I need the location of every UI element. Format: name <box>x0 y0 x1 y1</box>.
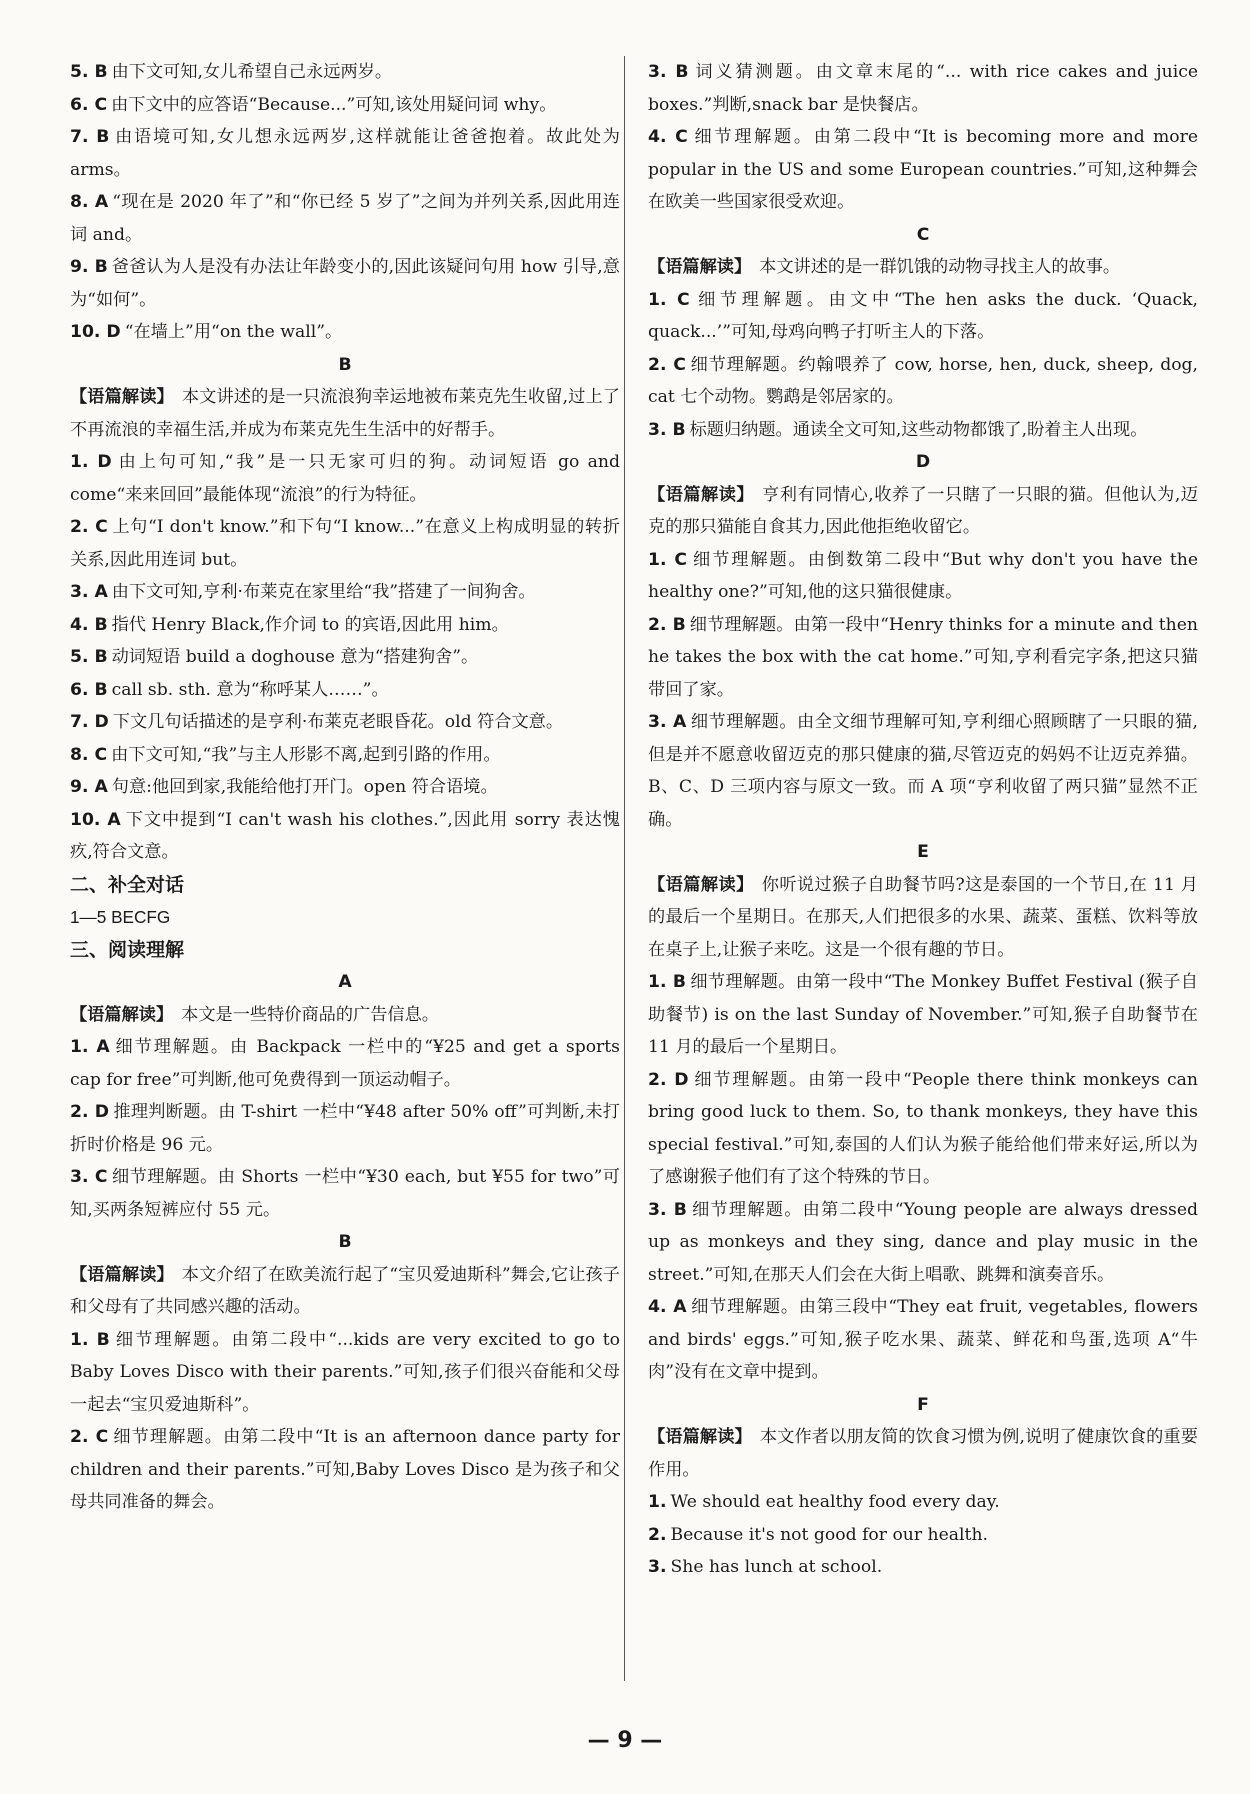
answer-explanation: 词义猜测题。由文章末尾的“... with rice cakes and juice boxes.”判断,snack bar 是快餐店。 <box>648 62 1198 115</box>
question-number: 1. A <box>70 1037 110 1057</box>
passage-intro-tag: 【语篇解读】 <box>70 387 174 407</box>
passage-intro <box>648 251 1198 284</box>
answer-item <box>70 641 620 674</box>
answer-item <box>70 446 620 511</box>
question-number: 1. C <box>648 549 688 570</box>
answer-explanation: 由下文可知,女儿希望自己永远两岁。 <box>111 62 393 82</box>
answer-explanation: 细节理解题。由第二段中“Young people are always dressed up as monkeys and they sing, dance and play music in the street.”可知,在那天人们会在大街上唱歌、跳舞和演奏音乐。 <box>648 1199 1199 1285</box>
question-number: 3. A <box>648 712 687 732</box>
answer-item <box>648 544 1198 609</box>
answer-item <box>648 284 1198 349</box>
answer-item <box>70 674 620 707</box>
answer-explanation: 由下文中的应答语“Because...”可知,该处用疑问词 why。 <box>111 94 557 115</box>
answer-explanation: 细节理解题。由第一段中“The Monkey Buffet Festival (猴子自助餐节) is on the last Sunday of November.”可知,猴子自助餐节在 11 月的最后一个星期日。 <box>648 972 1198 1057</box>
answer-explanation: 细节理解题。由 Shorts 一栏中“¥30 each, but ¥55 for two”可知,买两条短裤应付 55 元。 <box>70 1167 620 1220</box>
question-number: 7. D <box>70 712 109 732</box>
answer-explanation: 由下文可知,“我”与主人形影不离,起到引路的作用。 <box>111 744 501 765</box>
passage-letter: B <box>338 1232 352 1252</box>
answer-item <box>648 1551 1198 1584</box>
answer-explanation: “在墙上”用“on the wall”。 <box>124 322 343 342</box>
answer-explanation: Because it's not good for our health. <box>670 1524 988 1545</box>
answer-item <box>70 1161 620 1226</box>
answer-explanation: 细节理解题。由倒数第二段中“But why don't you have the healthy one?”可知,他的这只猫很健康。 <box>648 549 1198 602</box>
passage-intro <box>648 869 1198 967</box>
answer-item <box>70 771 620 804</box>
passage-intro-text: 本文讲述的是一只流浪狗幸运地被布莱克先生收留,过上了不再流浪的幸福生活,并成为布莱克先生生活中的好帮手。 <box>70 387 620 440</box>
answer-explanation: 上句“I don't know.”和下句“I know...”在意义上构成明显的转折关系,因此用连词 but。 <box>70 517 620 570</box>
answer-explanation: 细节理解题。由第二段中“...kids are very excited to go to Baby Loves Disco with their parents.”可知,孩子们很兴奋能和父母一起去“宝贝爱迪斯科”。 <box>70 1329 620 1415</box>
answer-explanation: 指代 Henry Black,作介词 to 的宾语,因此用 him。 <box>111 614 509 635</box>
answer-item <box>70 804 620 869</box>
passage-intro-text: 本文介绍了在欧美流行起了“宝贝爱迪斯科”舞会,它让孩子和父母有了共同感兴趣的活动。 <box>70 1264 620 1317</box>
question-number: 1. <box>648 1492 667 1512</box>
answer-explanation: call sb. sth. 意为“称呼某人……”。 <box>111 679 389 700</box>
question-number: 2. B <box>648 614 686 635</box>
passage-intro-tag: 【语篇解读】 <box>70 1264 174 1285</box>
answer-item <box>648 1291 1198 1389</box>
question-number: 3. A <box>70 582 108 602</box>
page-number: — 9 — <box>587 1728 663 1753</box>
passage-intro-tag: 【语篇解读】 <box>648 257 752 277</box>
answer-explanation: 细节理解题。由 Backpack 一栏中的“¥25 and get a sports cap for free”可判断,他可免费得到一顶运动帽子。 <box>70 1037 621 1090</box>
answer-item <box>648 121 1198 219</box>
answer-item <box>70 186 620 251</box>
answer-item <box>70 89 620 122</box>
question-number: 6. C <box>70 94 108 115</box>
answer-line: 1—5 BECFG <box>70 907 171 927</box>
answer-item <box>648 1064 1198 1194</box>
answer-item <box>70 1096 620 1161</box>
passage-letter: E <box>917 842 929 862</box>
passage-intro-text: 本文讲述的是一群饥饿的动物寻找主人的故事。 <box>759 257 1121 277</box>
question-number: 3. B <box>648 419 686 440</box>
question-number: 5. B <box>70 647 108 667</box>
answer-explanation: “现在是 2020 年了”和“你已经 5 岁了”之间为并列关系,因此用连词 and。 <box>70 192 620 245</box>
answer-item <box>70 576 620 609</box>
question-number: 1. B <box>648 972 686 992</box>
answer-item <box>70 739 620 772</box>
answer-item <box>70 1324 620 1422</box>
passage-letter: F <box>917 1394 929 1415</box>
answer-item <box>70 706 620 739</box>
question-number: 1. D <box>70 452 112 472</box>
answer-explanation: 标题归纳题。通读全文可知,这些动物都饿了,盼着主人出现。 <box>689 419 1148 440</box>
answer-item <box>70 609 620 642</box>
question-number: 5. B <box>70 62 108 82</box>
answer-explanation: 由语境可知,女儿想永远两岁,这样就能让爸爸抱着。故此处为 arms。 <box>70 127 620 180</box>
answer-item <box>648 609 1198 707</box>
answer-item <box>70 251 620 316</box>
answer-explanation: 下文中提到“I can't wash his clothes.”,因此用 sorry 表达愧疚,符合文意。 <box>70 809 620 862</box>
answer-explanation: 细节理解题。由第二段中“It is an afternoon dance party for children and their parents.”可知,Baby Loves Disco 是为孩子和父母共同准备的舞会。 <box>70 1427 620 1512</box>
passage-intro <box>648 479 1198 544</box>
answer-explanation: She has lunch at school. <box>670 1557 883 1577</box>
passage-intro-text: 本文是一些特价商品的广告信息。 <box>181 1004 439 1025</box>
answer-explanation: 由下文可知,亨利·布莱克在家里给“我”搭建了一间狗舍。 <box>111 582 536 602</box>
passage-intro-tag: 【语篇解读】 <box>648 874 754 895</box>
question-number: 8. C <box>70 744 108 765</box>
answer-explanation: 推理判断题。由 T-shirt 一栏中“¥48 after 50% off”可判断,未打折时价格是 96 元。 <box>70 1102 620 1155</box>
passage-intro <box>70 381 620 446</box>
column-divider <box>624 56 625 1681</box>
answer-explanation: 细节理解题。由全文细节理解可知,亨利细心照顾瞎了一只眼的猫,但是并不愿意收留迈克的那只健康的猫,尽管迈克的妈妈不让迈克养猫。B、C、D 三项内容与原文一致。而 A 项“亨利收留了两只猫”显然不正确。 <box>648 712 1198 830</box>
passage-intro-tag: 【语篇解读】 <box>648 484 755 505</box>
answer-item <box>70 316 620 349</box>
passage-intro-tag: 【语篇解读】 <box>70 1004 174 1025</box>
answer-explanation: 由上句可知,“我”是一只无家可归的狗。动词短语 go and come“来来回回”最能体现“流浪”的行为特征。 <box>70 452 620 505</box>
section-heading: 三、阅读理解 <box>70 938 185 961</box>
question-number: 2. C <box>648 354 686 375</box>
answer-explanation: 爸爸认为人是没有办法让年龄变小的,因此该疑问句用 how 引导,意为“如何”。 <box>70 257 620 310</box>
question-number: 1. B <box>70 1329 110 1350</box>
question-number: 3. <box>648 1557 667 1577</box>
right-column <box>648 56 1198 1584</box>
answer-item <box>70 511 620 576</box>
answer-item <box>648 966 1198 1064</box>
answer-item <box>648 1486 1198 1519</box>
answer-explanation: 细节理解题。由文中“The hen asks the duck. ‘Quack, quack...’”可知,母鸡向鸭子打听主人的下落。 <box>648 289 1198 342</box>
question-number: 2. D <box>70 1102 110 1122</box>
question-number: 10. A <box>70 809 121 830</box>
passage-letter: A <box>338 972 352 992</box>
passage-intro <box>648 1421 1198 1486</box>
question-number: 10. D <box>70 322 121 342</box>
answer-item <box>70 1031 620 1096</box>
passage-intro-text: 亨利有同情心,收养了一只瞎了一只眼的猫。但他认为,迈克的那只猫能自食其力,因此他拒绝收留它。 <box>648 484 1198 537</box>
answer-item <box>648 706 1198 836</box>
question-number: 8. A <box>70 192 109 212</box>
question-number: 9. A <box>70 777 108 797</box>
question-number: 3. B <box>648 62 689 82</box>
passage-letter: B <box>338 354 352 375</box>
answer-explanation: 细节理解题。由第三段中“They eat fruit, vegetables, flowers and birds' eggs.”可知,猴子吃水果、蔬菜、鲜花和鸟蛋,选项 A“牛肉”没有在文章中提到。 <box>648 1297 1199 1382</box>
answer-explanation: We should eat healthy food every day. <box>670 1492 1000 1512</box>
question-number: 4. C <box>648 127 688 147</box>
passage-letter: C <box>916 224 930 245</box>
question-number: 3. C <box>70 1167 108 1187</box>
answer-item <box>648 1519 1198 1552</box>
passage-intro <box>70 999 620 1032</box>
answer-explanation: 细节理解题。由第二段中“It is becoming more and more popular in the US and some European countries.”可知,这种舞会在欧美一些国家很受欢迎。 <box>648 127 1198 212</box>
passage-intro <box>70 1259 620 1324</box>
passage-intro-tag: 【语篇解读】 <box>648 1427 752 1447</box>
question-number: 2. C <box>70 1427 109 1447</box>
answer-item <box>70 56 620 89</box>
passage-letter: D <box>915 452 931 472</box>
answer-item <box>648 414 1198 447</box>
answer-explanation: 细节理解题。约翰喂养了 cow, horse, hen, duck, sheep, dog, cat 七个动物。鹦鹉是邻居家的。 <box>648 354 1199 407</box>
question-number: 2. C <box>70 517 108 537</box>
answer-explanation: 细节理解题。由第一段中“People there think monkeys can bring good luck to them. So, to thank monkeys, they have this special festival.”可知,泰国的人们认为猴子能给他们带来好运,所以为了感谢猴子他们有了这个特殊的节日。 <box>648 1069 1198 1187</box>
answer-explanation: 下文几句话描述的是亨利·布莱克老眼昏花。old 符合文意。 <box>112 712 564 732</box>
question-number: 3. B <box>648 1199 687 1220</box>
answer-explanation: 句意:他回到家,我能给他打开门。open 符合语境。 <box>111 777 498 797</box>
passage-intro-text: 你听说过猴子自助餐节吗?这是泰国的一个节日,在 11 月的最后一个星期日。在那天,人们把很多的水果、蔬菜、蛋糕、饮料等放在桌子上,让猴子来吃。这是一个很有趣的节日。 <box>648 874 1198 960</box>
question-number: 1. C <box>648 289 690 310</box>
answer-item <box>70 1421 620 1519</box>
question-number: 9. B <box>70 257 108 277</box>
section-heading: 二、补全对话 <box>70 873 185 896</box>
question-number: 7. B <box>70 127 110 147</box>
answer-explanation: 动词短语 build a doghouse 意为“搭建狗舍”。 <box>111 647 479 667</box>
question-number: 2. <box>648 1524 667 1545</box>
answer-explanation: 细节理解题。由第一段中“Henry thinks for a minute and then he takes the box with the cat home.”可知,亨利看完字条,把这只猫带回了家。 <box>648 614 1198 700</box>
question-number: 6. B <box>70 679 108 700</box>
question-number: 4. B <box>70 614 108 635</box>
left-column <box>70 56 620 1519</box>
passage-intro-text: 本文作者以朋友简的饮食习惯为例,说明了健康饮食的重要作用。 <box>648 1427 1198 1480</box>
question-number: 2. D <box>648 1069 689 1090</box>
question-number: 4. A <box>648 1297 687 1317</box>
answer-item <box>648 56 1198 121</box>
answer-item <box>648 349 1198 414</box>
answer-item <box>70 121 620 186</box>
answer-item <box>648 1194 1198 1292</box>
